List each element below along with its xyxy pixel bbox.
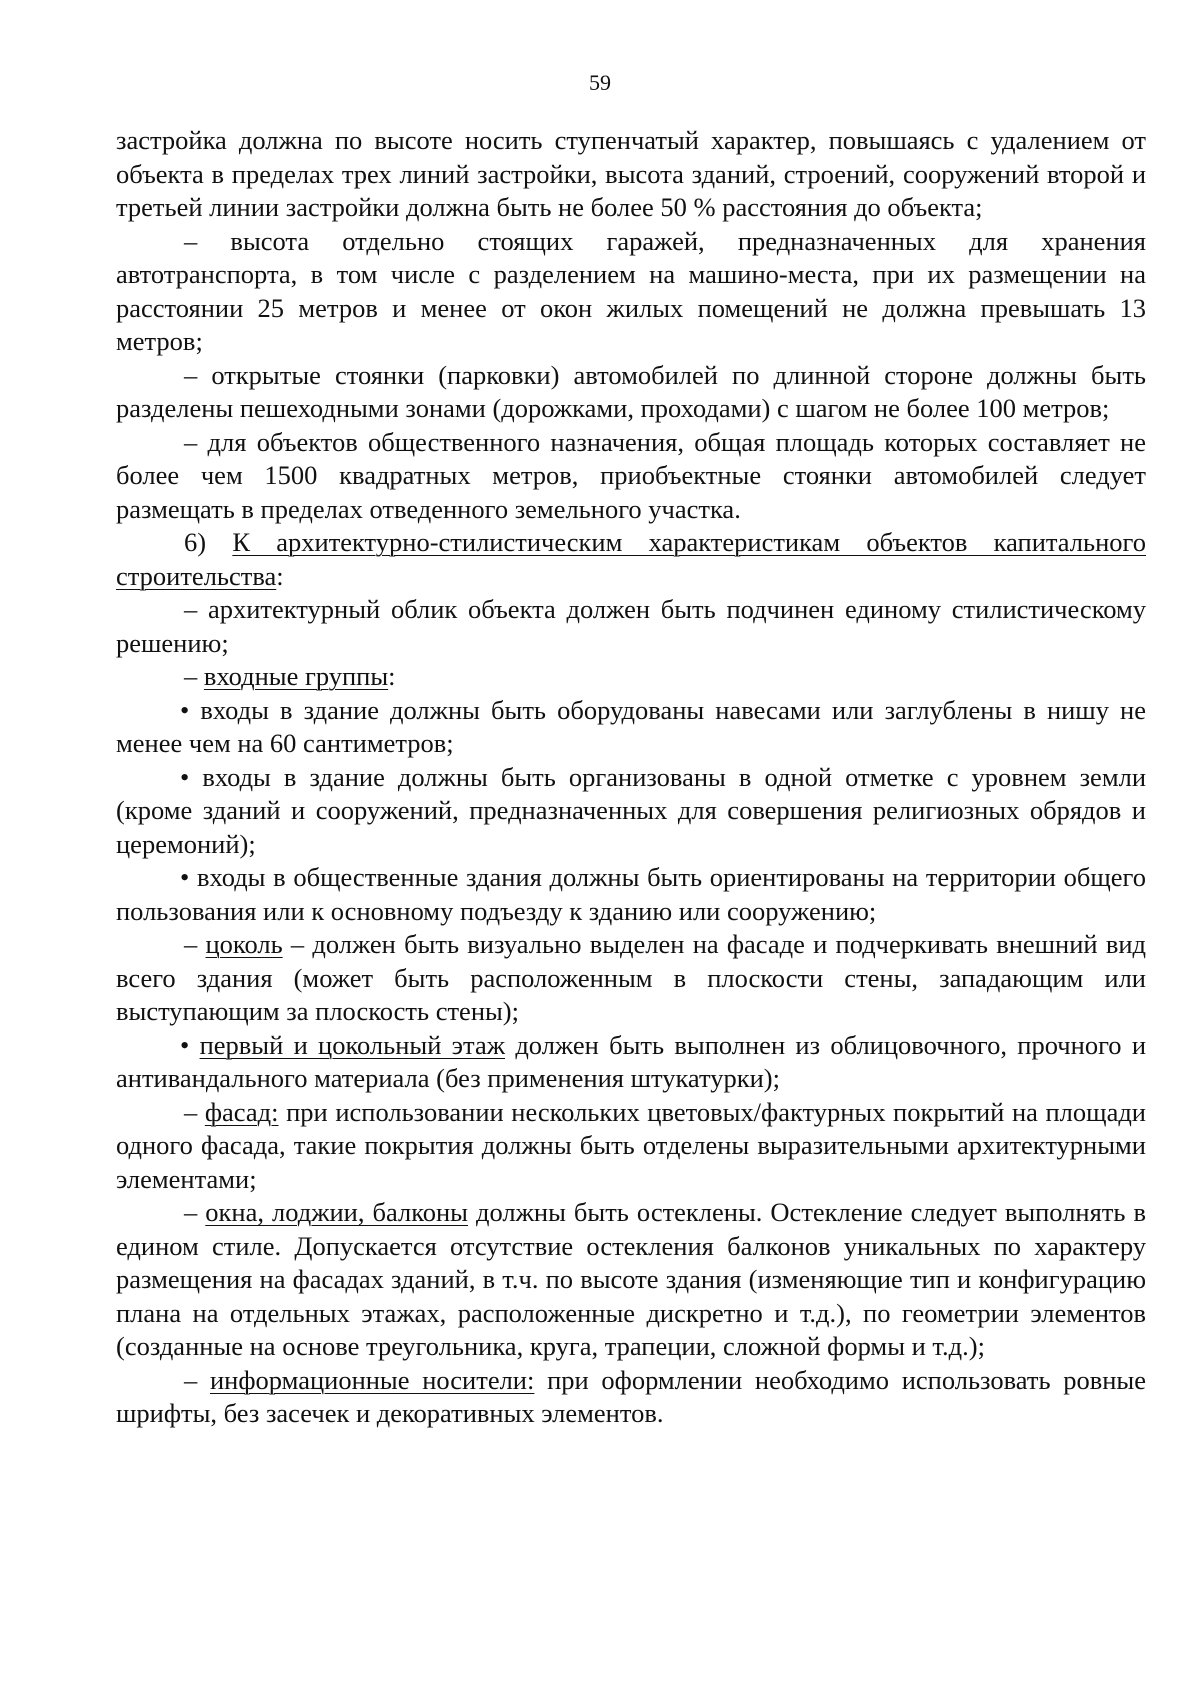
term-facade: фасад:: [204, 1096, 279, 1127]
colon: :: [388, 661, 396, 691]
dash: –: [184, 929, 206, 959]
dash: –: [184, 661, 204, 691]
paragraph-facade: [116, 1096, 1146, 1197]
term-entrance-groups: входные группы: [203, 661, 389, 691]
paragraph-plinth: [116, 928, 1146, 1029]
dash: –: [184, 1197, 206, 1227]
section-number: 6): [184, 527, 233, 557]
dash: –: [184, 1096, 205, 1127]
bullet: •: [180, 1029, 200, 1060]
paragraph-garage-height: – высота отдельно стоящих гаражей, предназначенных для хранения автотранспорта, в том числе с разделением на машино-места, при их размещении на расстоянии 25 метров и менее от окон жилых помещений не должна превышать 13 метров;: [116, 225, 1146, 356]
facade-text: при использовании нескольких цветовых/фактурных покрытий на площади одного фасада, такие покрытия должны быть отделены выразительными архитектурными элементами;: [116, 1096, 1146, 1194]
info-carriers-text: при оформлении необходимо использовать ровные шрифты, без засечек и декоративных элементов.: [116, 1364, 1146, 1428]
paragraph-windows: [116, 1196, 1146, 1364]
paragraph-info-carriers: [116, 1364, 1146, 1431]
paragraph-continuation: застройка должна по высоте носить ступенчатый характер, повышаясь с удалением от объекта в пределах трех линий застройки, высота зданий, строений, сооружений второй и третьей линии застройки должна быть не более 50 % расстояния до объекта;: [116, 125, 1146, 222]
bullet-entrance-orientation: • входы в общественные здания должны быть ориентированы на территории общего пользования или к основному подъезду к зданию или сооружению;: [116, 862, 1146, 926]
document-body: [116, 124, 1146, 1431]
paragraph-section-6: [116, 526, 1146, 593]
first-floor-text: должен быть выполнен из облицовочного, прочного и антивандального материала (без применения штукатурки);: [116, 1029, 1146, 1093]
bullet-first-floor: [116, 1029, 1146, 1096]
windows-text: должны быть остеклены. Остекление следует выполнять в едином стиле. Допускается отсутствие остекления балконов уникальных по характеру размещения на фасадах зданий, в т.ч. по высоте здания (изменяющие тип и конфигурацию плана на отдельных этажах, расположенные дискретно и т.д.), по геометрии элементов (созданные на основе треугольника, круга, трапеции, сложной формы и т.д.);: [116, 1197, 1147, 1361]
paragraph-entrance-groups: [116, 660, 1146, 694]
term-windows: окна, лоджии, балконы: [205, 1197, 468, 1227]
section-heading-colon: :: [276, 560, 284, 591]
section-heading: К архитектурно-стилистическим характеристикам объектов капитального строительства: [116, 527, 1146, 591]
term-info-carriers: информационные носители:: [209, 1364, 535, 1395]
bullet-entrance-ground-level: • входы в здание должны быть организованы в одной отметке с уровнем земли (кроме зданий и сооружений, предназначенных для совершения религиозных обрядов и церемоний);: [116, 761, 1146, 859]
paragraph-open-parking: – открытые стоянки (парковки) автомобилей по длинной стороне должны быть разделены пешеходными зонами (дорожками, проходами) с шагом не более 100 метров;: [116, 359, 1146, 423]
plinth-text: – должен быть визуально выделен на фасаде и подчеркивать внешний вид всего здания (может быть расположенным в плоскости стены, западающим или выступающим за плоскость стены);: [116, 929, 1147, 1026]
term-plinth: цоколь: [205, 929, 283, 959]
bullet-entrance-canopies: • входы в здание должны быть оборудованы навесами или заглублены в нишу не менее чем на 60 сантиметров;: [116, 694, 1146, 758]
paragraph-architectural-appearance: – архитектурный облик объекта должен быть подчинен единому стилистическому решению;: [116, 594, 1146, 658]
page-number: 59: [589, 70, 611, 95]
term-first-floor: первый и цокольный этаж: [199, 1029, 506, 1060]
dash: –: [184, 1364, 210, 1395]
paragraph-public-objects-parking: – для объектов общественного назначения, общая площадь которых составляет не более чем 1500 квадратных метров, приобъектные стоянки автомобилей следует размещать в пределах отведенного земельного участка.: [116, 426, 1146, 524]
